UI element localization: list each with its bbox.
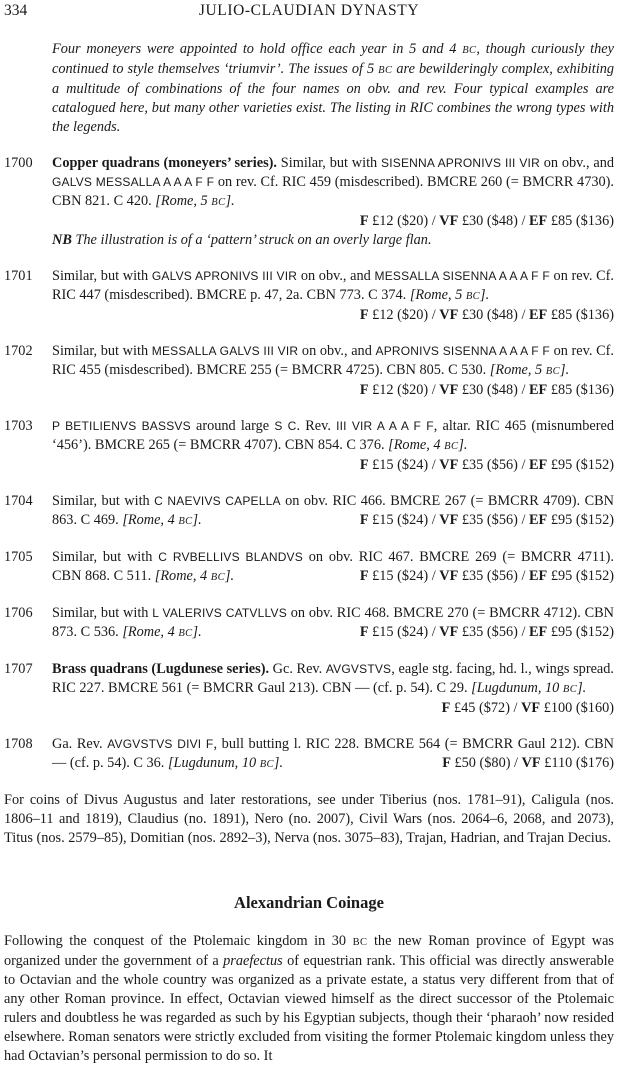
coin-legend: C RVBELLIVS BLANDVS xyxy=(158,550,303,564)
paragraph-text: Following the conquest of the Ptolemaic kingdom in 30 xyxy=(4,933,353,949)
cross-reference-note: For coins of Divus Augustus and later restorations, see under Tiberius (nos. 1781–91), Caligula (nos. 1806–11 and 1819), Claudius (no. 1891), Nero (no. 2007), Civil Wars (nos. 2064–6, 2068, and 2073), Titus (nos. 2579–85), Domitian (nos. 2892–3), Nerva (nos. 3075–83), Trajan, Hadrian, and Trajan Decius. xyxy=(4,792,614,846)
entry-body xyxy=(52,735,614,774)
entry-text: on rev. Cf. RIC 447 (misdescribed). BMCRE p. 47, 2a. CBN 773. C 374. xyxy=(52,268,615,303)
mint-date: [Rome, 4 BC]. xyxy=(154,568,235,584)
intro-text: Four moneyers were appointed to hold office each year in 5 and 4 xyxy=(52,41,463,57)
entry-text: around large xyxy=(190,418,275,434)
catalogue-entry-1704 xyxy=(4,492,614,531)
catalogue-entry-1707 xyxy=(4,660,614,718)
mint-date: [Rome, 4 BC]. xyxy=(388,437,468,453)
mint-date: [Rome, 5 BC]. xyxy=(155,193,235,209)
catalogue-entry-1706 xyxy=(4,604,614,643)
price-line: F £15 ($24) / VF £35 ($56) / EF £95 ($152) xyxy=(359,568,614,584)
entry-body xyxy=(52,267,614,325)
coin-legend: C NAEVIVS CAPELLA xyxy=(154,494,281,508)
section-paragraph xyxy=(4,932,614,1066)
price-line: F £15 ($24) / VF £35 ($56) / EF £95 ($152) xyxy=(359,457,614,473)
bc-abbrev: BC xyxy=(378,65,393,76)
entry-text: Similar, but with xyxy=(276,155,382,171)
intro-text: are bewilderingly complex, exhibiting a multitude of combinations of the four names on obv. and rev. Four typical examples are catalogued here, but many other varieties exist. The listing in RIC combines the wrong types with the legends. xyxy=(52,61,614,135)
coin-legend: APRONIVS SISENNA A A A F F xyxy=(375,344,550,358)
running-head-title: JULIO-CLAUDIAN DYNASTY xyxy=(198,2,420,19)
entry-text: Similar, but with xyxy=(52,605,153,621)
entry-text: Similar, but with xyxy=(52,343,152,359)
price-line: F £15 ($24) / VF £35 ($56) / EF £95 ($152) xyxy=(359,512,614,528)
coin-legend: P BETILIENVS BASSVS xyxy=(52,419,191,433)
entry-text: , altar. RIC 465 (misnumbered ‘456’). BMCRE 265 (= BMCRR 4707). CBN 854. C 376. xyxy=(52,418,614,453)
entry-text: , eagle stg. facing, hd. l., wings spread. RIC 227. BMCRE 561 (= BMCRR Gaul 213). CBN — (cf. p. 54). C 29. xyxy=(52,661,614,696)
entry-number: 1702 xyxy=(4,343,33,359)
catalogue-entry-1700 xyxy=(4,154,614,250)
entry-number: 1704 xyxy=(4,493,33,509)
entry-text: Gc. Rev. xyxy=(269,661,326,677)
page-content xyxy=(4,40,614,1066)
catalogue-entry-1703 xyxy=(4,417,614,475)
entry-title: Brass quadrans (Lugdunese series). xyxy=(52,661,270,677)
price-line: F £12 ($20) / VF £30 ($48) / EF £85 ($136) xyxy=(359,382,614,398)
entry-text: on rev. Cf. RIC 459 (misdescribed). BMCRE 260 (= BMCRR 4730). CBN 821. C 420. xyxy=(52,174,614,209)
coin-legend: S C xyxy=(274,419,297,433)
entry-text: on obv., and xyxy=(297,268,375,284)
entry-text: on obv., and xyxy=(539,155,615,171)
entry-text: on obv., and xyxy=(298,343,376,359)
running-header xyxy=(4,0,614,22)
section-heading: Alexandrian Coinage xyxy=(234,893,384,912)
entry-text: on rev. Cf. RIC 455 (misdescribed). BMCRE 255 (= BMCRR 4725). CBN 805. C 530. xyxy=(52,343,614,378)
coin-legend: AVGVSTVS xyxy=(325,662,392,676)
entry-number: 1700 xyxy=(4,155,33,171)
coin-legend: SISENNA APRONIVS III VIR xyxy=(381,156,540,170)
entry-number: 1706 xyxy=(4,605,33,621)
entry-number: 1708 xyxy=(4,736,33,752)
bc-abbrev: BC xyxy=(462,45,477,56)
coin-legend: MESSALLA GALVS III VIR xyxy=(151,344,299,358)
catalogue-entry-1708 xyxy=(4,735,614,774)
coin-legend: III VIR A A A F F xyxy=(336,419,434,433)
entry-text: Ga. Rev. xyxy=(52,736,108,752)
praefectus-term: praefectus xyxy=(223,953,283,969)
entry-body xyxy=(52,604,614,643)
entry-number: 1701 xyxy=(4,268,33,284)
entry-text: on obv. RIC 466. BMCRE 267 (= BMCRR 4709). CBN 863. C 469. xyxy=(52,493,614,528)
price-line: F £12 ($20) / VF £30 ($48) / EF £85 ($136) xyxy=(359,213,614,229)
paragraph-text: of equestrian rank. This official was directly answerable to Octavian and the whole country was organized as a private estate, a status very different from that of any other Roman province. In effect, Octavian viewed himself as the direct successor of the Ptolemaic rulers and doubtless he was regarded as such by his Egyptian subjects, though their ‘pharaoh’ now resided elsewhere. Roman senators were strictly excluded from visiting the former Ptolemaic kingdom unless they had Octavian’s personal permission to do so. It xyxy=(4,953,614,1064)
coin-legend: MESSALLA SISENNA A A A F F xyxy=(374,269,550,283)
entry-title: Copper quadrans (moneyers’ series). xyxy=(52,155,277,171)
entry-text: on obv. RIC 468. BMCRE 270 (= BMCRR 4712). CBN 873. C 536. xyxy=(52,605,614,640)
entry-number: 1703 xyxy=(4,418,33,434)
entry-text: Similar, but with xyxy=(52,493,155,509)
price-line: F £15 ($24) / VF £35 ($56) / EF £95 ($152) xyxy=(359,624,614,640)
mint-date: [Rome, 4 BC]. xyxy=(122,624,202,640)
nb-note: NB The illustration is of a ‘pattern’ struck on an overly large flan. xyxy=(52,232,432,248)
coin-legend: L VALERIVS CATVLLVS xyxy=(152,606,287,620)
entry-body xyxy=(52,660,614,718)
price-line: F £45 ($72) / VF £100 ($160) xyxy=(441,700,614,716)
entry-text: on obv. RIC 467. BMCRE 269 (= BMCRR 4711). CBN 868. C 511. xyxy=(52,549,615,584)
coin-legend: GALVS APRONIVS III VIR xyxy=(151,269,298,283)
mint-date: [Rome, 5 BC]. xyxy=(409,287,490,303)
entry-body xyxy=(52,342,614,400)
coin-legend: AVGVSTVS DIVI F xyxy=(107,737,214,751)
entry-text: . Rev. xyxy=(296,418,337,434)
page-number: 334 xyxy=(4,2,28,19)
entry-body xyxy=(52,492,614,531)
intro-paragraph xyxy=(52,40,614,137)
coin-legend: GALVS MESSALLA A A A F F xyxy=(52,175,215,189)
entry-text: Similar, but with xyxy=(52,268,152,284)
price-line: F £50 ($80) / VF £110 ($176) xyxy=(442,755,614,771)
entry-number: 1705 xyxy=(4,549,33,565)
entry-body xyxy=(52,417,614,475)
entry-text: Similar, but with xyxy=(52,549,159,565)
entry-body xyxy=(52,154,614,250)
entry-text: , bull butting l. RIC 228. BMCRE 564 (= BMCRR Gaul 212). CBN — (cf. p. 54). C 36. xyxy=(52,736,614,771)
mint-date: [Lugdunum, 10 BC]. xyxy=(167,755,284,771)
mint-date: [Rome, 5 BC]. xyxy=(489,362,570,378)
catalogue-entry-1702 xyxy=(4,342,614,400)
intro-text: , though curiously they continued to style themselves ‘triumvir’. The issues of 5 xyxy=(52,41,614,77)
paragraph-text: the new Roman province of Egypt was organized under the government of a xyxy=(4,933,614,969)
bc-abbrev: BC xyxy=(352,937,368,948)
mint-date: [Lugdunum, 10 BC]. xyxy=(471,680,587,696)
entry-number: 1707 xyxy=(4,661,33,677)
mint-date: [Rome, 4 BC]. xyxy=(122,512,202,528)
price-line: F £12 ($20) / VF £30 ($48) / EF £85 ($136) xyxy=(359,307,614,323)
catalogue-entry-1701 xyxy=(4,267,614,325)
catalogue-entry-1705 xyxy=(4,548,614,587)
entry-body xyxy=(52,548,614,587)
